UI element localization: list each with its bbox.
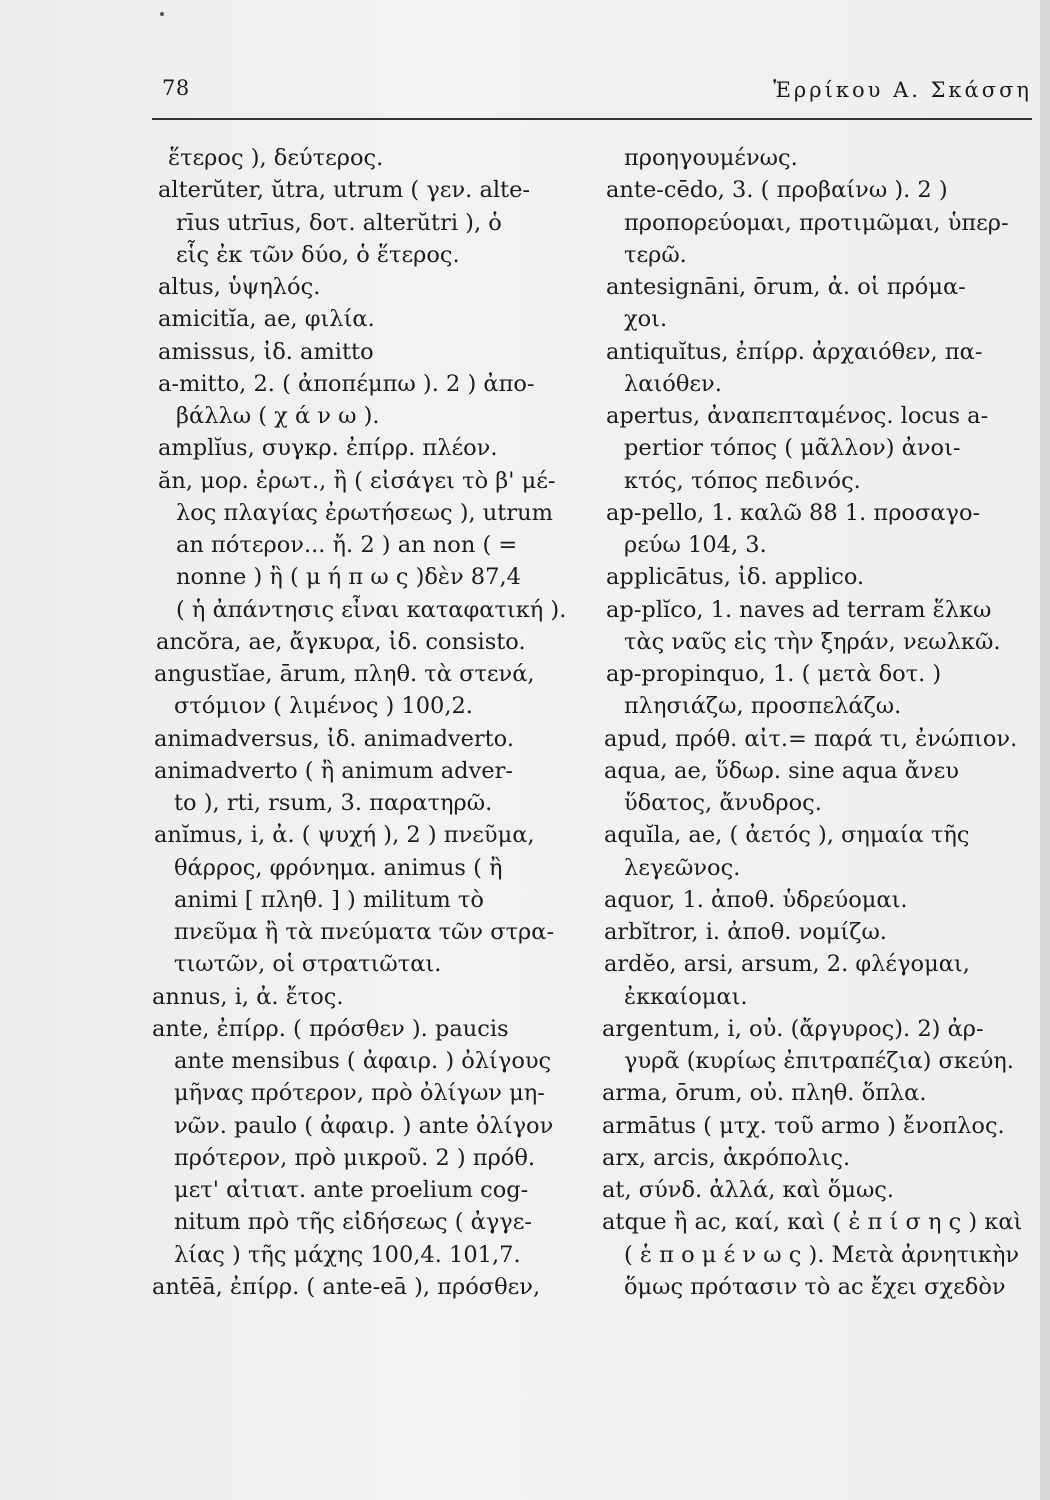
- dictionary-line: λίας ) τῆς μάχης 100,4. 101,7.: [174, 1241, 521, 1268]
- dictionary-line: χοι.: [624, 306, 668, 333]
- dictionary-line: πρότερον, πρὸ μικροῦ. 2 ) πρόθ.: [174, 1144, 536, 1171]
- dictionary-line: animadversus, ἰδ. animadverto.: [154, 725, 514, 752]
- dictionary-line: κτός, τόπος πεδινός.: [624, 467, 861, 494]
- page-number: 78: [162, 76, 190, 100]
- dictionary-line: θάρρος, φρόνημα. animus ( ἢ: [174, 854, 503, 881]
- dictionary-line: apertus, ἀναπεπταμένος. locus a-: [606, 403, 989, 429]
- dictionary-line: ap-propinquo, 1. ( μετὰ δοτ. ): [606, 661, 942, 687]
- page-edge-shadow: [1040, 0, 1050, 1500]
- dictionary-line: ante, ἐπίρρ. ( πρόσθεν ). paucis: [152, 1015, 509, 1042]
- dictionary-line: ardĕo, arsi, arsum, 2. φλέγομαι,: [604, 951, 970, 978]
- dictionary-line: alterŭter, ŭtra, utrum ( γεν. alte-: [158, 177, 531, 204]
- dictionary-line: ancŏra, ae, ἄγκυρα, ἰδ. consisto.: [156, 628, 526, 655]
- dictionary-line: προηγουμένως.: [624, 145, 798, 171]
- ink-speck: [160, 12, 164, 16]
- dictionary-line: νῶν. paulo ( ἀφαιρ. ) ante ὀλίγον: [174, 1112, 554, 1139]
- dictionary-line: argentum, i, οὐ. (ἄργυρος). 2) ἀρ-: [602, 1015, 984, 1042]
- dictionary-line: ὕδατος, ἄνυδρος.: [624, 790, 822, 816]
- dictionary-line: animi [ πληθ. ] ) militum τὸ: [174, 886, 484, 913]
- page-header: [152, 74, 1032, 114]
- dictionary-line: aqua, ae, ὕδωρ. sine aqua ἄνευ: [604, 757, 959, 784]
- dictionary-line: ( ἡ ἀπάντησις εἶναι καταφατική ).: [176, 596, 567, 623]
- dictionary-line: ap-pello, 1. καλῶ 88 1. προσαγο-: [606, 499, 981, 526]
- dictionary-line: antesignāni, ōrum, ἀ. οἱ πρόμα-: [606, 274, 966, 300]
- dictionary-line: a-mitto, 2. ( ἀποπέμπω ). 2 ) ἀπο-: [158, 370, 535, 397]
- dictionary-line: βάλλω ( χ ά ν ω ).: [176, 403, 380, 429]
- running-head: Ἑρρίκου Α. Σκάσση: [773, 78, 1032, 102]
- dictionary-line: aquor, 1. ἀποθ. ὑδρεύομαι.: [604, 886, 908, 913]
- dictionary-line: pertior τόπος ( μᾶλλον) ἀνοι-: [624, 435, 961, 462]
- dictionary-line: πλησιάζω, προσπελάζω.: [624, 693, 902, 720]
- dictionary-line: anĭmus, i, ἀ. ( ψυχή ), 2 ) πνεῦμα,: [154, 822, 535, 849]
- dictionary-line: ap-plĭco, 1. naves ad terram ἕλκω: [606, 596, 992, 623]
- dictionary-line: ăn, μορ. ἐρωτ., ἢ ( εἰσάγει τὸ β' μέ-: [158, 467, 556, 494]
- dictionary-line: aquĭla, ae, ( ἀετός ), σημαία τῆς: [604, 822, 970, 849]
- dictionary-line: λεγεῶνος.: [624, 854, 741, 881]
- right-column: [598, 142, 1023, 1303]
- dictionary-line: nitum πρὸ τῆς εἰδήσεως ( ἀγγε-: [174, 1209, 533, 1236]
- header-rule: [152, 118, 1032, 120]
- dictionary-line: τιωτῶν, οἱ στρατιῶται.: [174, 951, 442, 978]
- dictionary-line: angustĭae, ārum, πληθ. τὰ στενά,: [154, 661, 535, 687]
- dictionary-line: antēā, ἐπίρρ. ( ante-eā ), πρόσθεν,: [152, 1273, 541, 1300]
- dictionary-line: applicātus, ἰδ. applico.: [606, 564, 865, 591]
- dictionary-line: apud, πρόθ. αἰτ.= παρά τι, ἐνώπιον.: [604, 725, 1018, 752]
- dictionary-line: armātus ( μτχ. τοῦ armo ) ἔνοπλος.: [602, 1112, 1005, 1139]
- dictionary-line: animadverto ( ἢ animum adver-: [154, 757, 513, 784]
- dictionary-line: ante mensibus ( ἀφαιρ. ) ὀλίγους: [174, 1048, 552, 1074]
- dictionary-line: nonne ) ἢ ( μ ή π ω ς )δὲν 87,4: [176, 564, 521, 591]
- dictionary-line: amissus, ἰδ. amitto: [158, 338, 374, 365]
- dictionary-line: rīus utrīus, δοτ. alterŭtri ), ὁ: [176, 209, 502, 236]
- dictionary-line: amplĭus, συγκρ. ἐπίρρ. πλέον.: [158, 435, 498, 462]
- dictionary-line: εἷς ἐκ τῶν δύο, ὁ ἕτερος.: [176, 241, 460, 268]
- dictionary-line: altus, ὑψηλός.: [158, 274, 321, 300]
- dictionary-line: πνεῦμα ἢ τὰ πνεύματα τῶν στρα-: [174, 919, 555, 945]
- dictionary-line: γυρᾶ (κυρίως ἐπιτραπέζια) σκεύη.: [624, 1048, 1014, 1074]
- dictionary-line: amicitĭa, ae, φιλία.: [158, 306, 375, 333]
- dictionary-line: ρεύω 104, 3.: [624, 532, 767, 558]
- dictionary-line: ἐκκαίομαι.: [624, 983, 748, 1010]
- dictionary-line: προπορεύομαι, προτιμῶμαι, ὑπερ-: [624, 209, 1009, 236]
- dictionary-line: to ), rti, rsum, 3. παρατηρῶ.: [174, 790, 493, 816]
- dictionary-line: arma, ōrum, οὐ. πληθ. ὅπλα.: [602, 1080, 927, 1107]
- dictionary-line: ante-cēdo, 3. ( προβαίνω ). 2 ): [606, 177, 948, 204]
- dictionary-line: ἕτερος ), δεύτερος.: [168, 145, 384, 171]
- dictionary-line: annus, i, ἀ. ἔτος.: [152, 983, 344, 1010]
- dictionary-line: at, σύνδ. ἀλλά, καὶ ὅμως.: [602, 1177, 895, 1203]
- dictionary-line: arbĭtror, i. ἀποθ. νομίζω.: [604, 919, 887, 945]
- dictionary-line: λαιόθεν.: [624, 370, 722, 397]
- dictionary-line: τὰς ναῦς εἰς τὴν ξηράν, νεωλκῶ.: [624, 628, 1001, 655]
- dictionary-line: τερῶ.: [624, 241, 687, 268]
- dictionary-line: ὅμως πρότασιν τὸ ac ἔχει σχεδὸν: [624, 1273, 1006, 1300]
- dictionary-line: στόμιον ( λιμένος ) 100,2.: [174, 693, 473, 720]
- dictionary-line: an πότερον... ἤ. 2 ) an non ( =: [176, 532, 518, 558]
- dictionary-line: μῆνας πρότερον, πρὸ ὀλίγων μη-: [174, 1080, 545, 1107]
- left-column: [148, 142, 578, 1303]
- dictionary-line: antiquĭtus, ἐπίρρ. ἀρχαιόθεν, πα-: [606, 338, 983, 365]
- dictionary-line: μετ' αἰτιατ. ante proelium cog-: [174, 1177, 529, 1203]
- dictionary-line: ( ἑ π ο μ έ ν ω ς ). Μετὰ ἀρνητικὴν: [624, 1241, 1020, 1268]
- dictionary-line: λος πλαγίας ἐρωτήσεως ), utrum: [176, 499, 553, 526]
- dictionary-line: atque ἢ ac, καί, καὶ ( ἐ π ί σ η ς ) καὶ: [602, 1209, 1023, 1236]
- dictionary-line: arx, arcis, ἀκρόπολις.: [602, 1144, 851, 1171]
